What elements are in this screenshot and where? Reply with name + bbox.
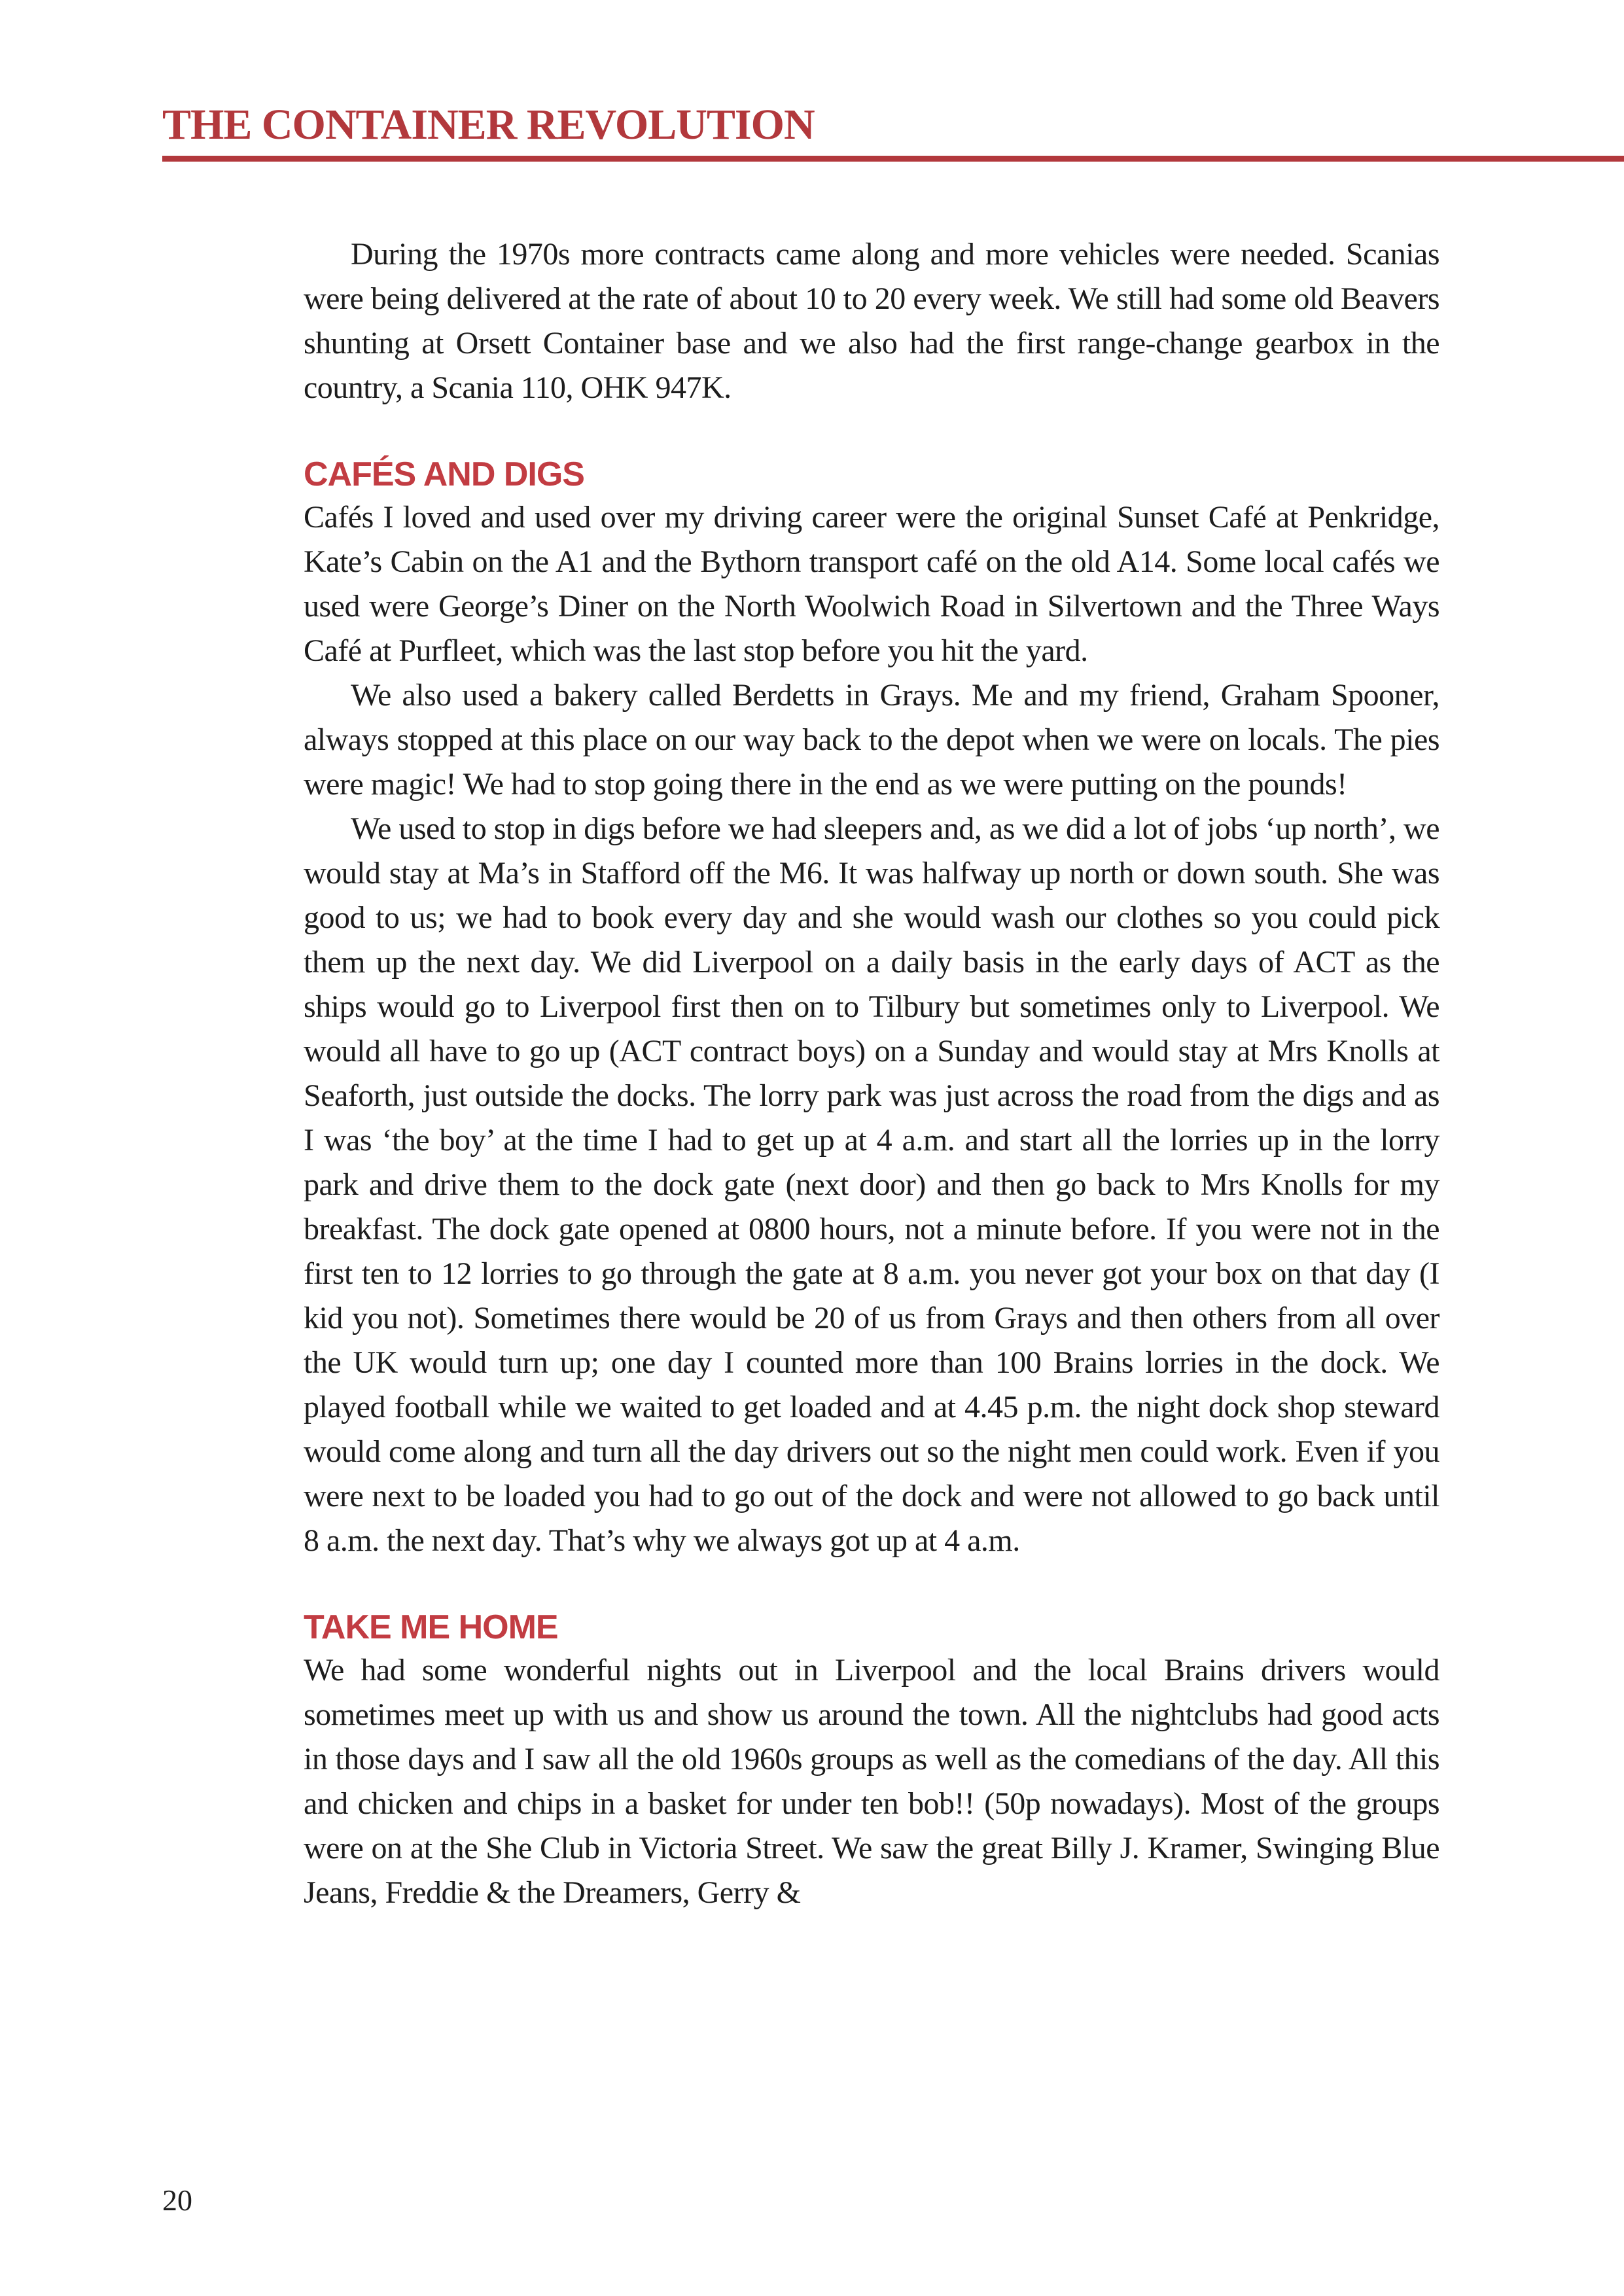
page-number: 20 bbox=[162, 2183, 192, 2217]
paragraph-cafes-i-loved: Cafés I loved and used over my driving career were the original Sunset Café at Penkridge, Kate’s Cabin on the A1 and the Bythorn transport café on the old A14. Some local cafés we used were George’s Diner on the North Woolwich Road in Silvertown and the Three Ways Café at Purfleet, which was the last stop before you hit the yard. bbox=[304, 500, 1439, 668]
paragraph-during-the-1970s: During the 1970s more contracts came along and more vehicles were needed. Scanias were being delivered at the rate of about 10 to 20 every week. We still had some old Beavers shunting at Orsett Container base and we also had the first range-change gearbox in the country, a Scania 110, OHK 947K. bbox=[304, 237, 1439, 405]
section-heading-cafes-and-digs: CAFÉS AND DIGS bbox=[304, 455, 584, 493]
paragraph-bakery-berdetts: We also used a bakery called Berdetts in Grays. Me and my friend, Graham Spooner, always stopped at this place on our way back to the depot when we were on locals. The pies were magic! We had to stop going there in the end as we were putting on the pounds! bbox=[304, 678, 1439, 802]
page-header bbox=[0, 103, 1624, 162]
chapter-title: THE CONTAINER REVOLUTION bbox=[162, 101, 815, 149]
header-rule bbox=[162, 156, 1624, 162]
paragraph-digs-and-docks: We used to stop in digs before we had sleepers and, as we did a lot of jobs ‘up north’, we would stay at Ma’s in Stafford off the M6. It was halfway up north or down south. She was good to us; we had to book every day and she would wash our clothes so you could pick them up the next day. We did Liverpool on a daily basis in the early days of ACT as the ships would go to Liverpool first then on to Tilbury but sometimes only to Liverpool. We would all have to go up (ACT contract boys) on a Sunday and would stay at Mrs Knolls at Seaforth, just outside the docks. The lorry park was just across the road from the digs and as I was ‘the boy’ at the time I had to get up at 4 a.m. and start all the lorries up in the lorry park and drive them to the dock gate (next door) and then go back to Mrs Knolls for my breakfast. The dock gate opened at 0800 hours, not a minute before. If you were not in the first ten to 12 lorries to go through the gate at 8 a.m. you never got your box on that day (I kid you not). Sometimes there would be 20 of us from Grays and then others from all over the UK would turn up; one day I counted more than 100 Brains lorries in the dock. We played football while we waited to get loaded and at 4.45 p.m. the night dock shop steward would come along and turn all the day drivers out so the night men could work. Even if you were next to be loaded you had to go out of the dock and were not allowed to go back until 8 a.m. the next day. That’s why we always got up at 4 a.m. bbox=[304, 811, 1439, 1558]
paragraph-nights-out-liverpool: We had some wonderful nights out in Liverpool and the local Brains drivers would sometimes meet up with us and show us around the town. All the nightclubs had good acts in those days and I saw all the old 1960s groups as well as the comedians of the day. All this and chicken and chips in a basket for under ten bob!! (50p nowadays). Most of the groups were on at the She Club in Victoria Street. We saw the great Billy J. Kramer, Swinging Blue Jeans, Freddie & the Dreamers, Gerry & bbox=[304, 1653, 1439, 1910]
section-heading-take-me-home: TAKE ME HOME bbox=[304, 1608, 558, 1646]
page-body bbox=[304, 232, 1439, 1915]
